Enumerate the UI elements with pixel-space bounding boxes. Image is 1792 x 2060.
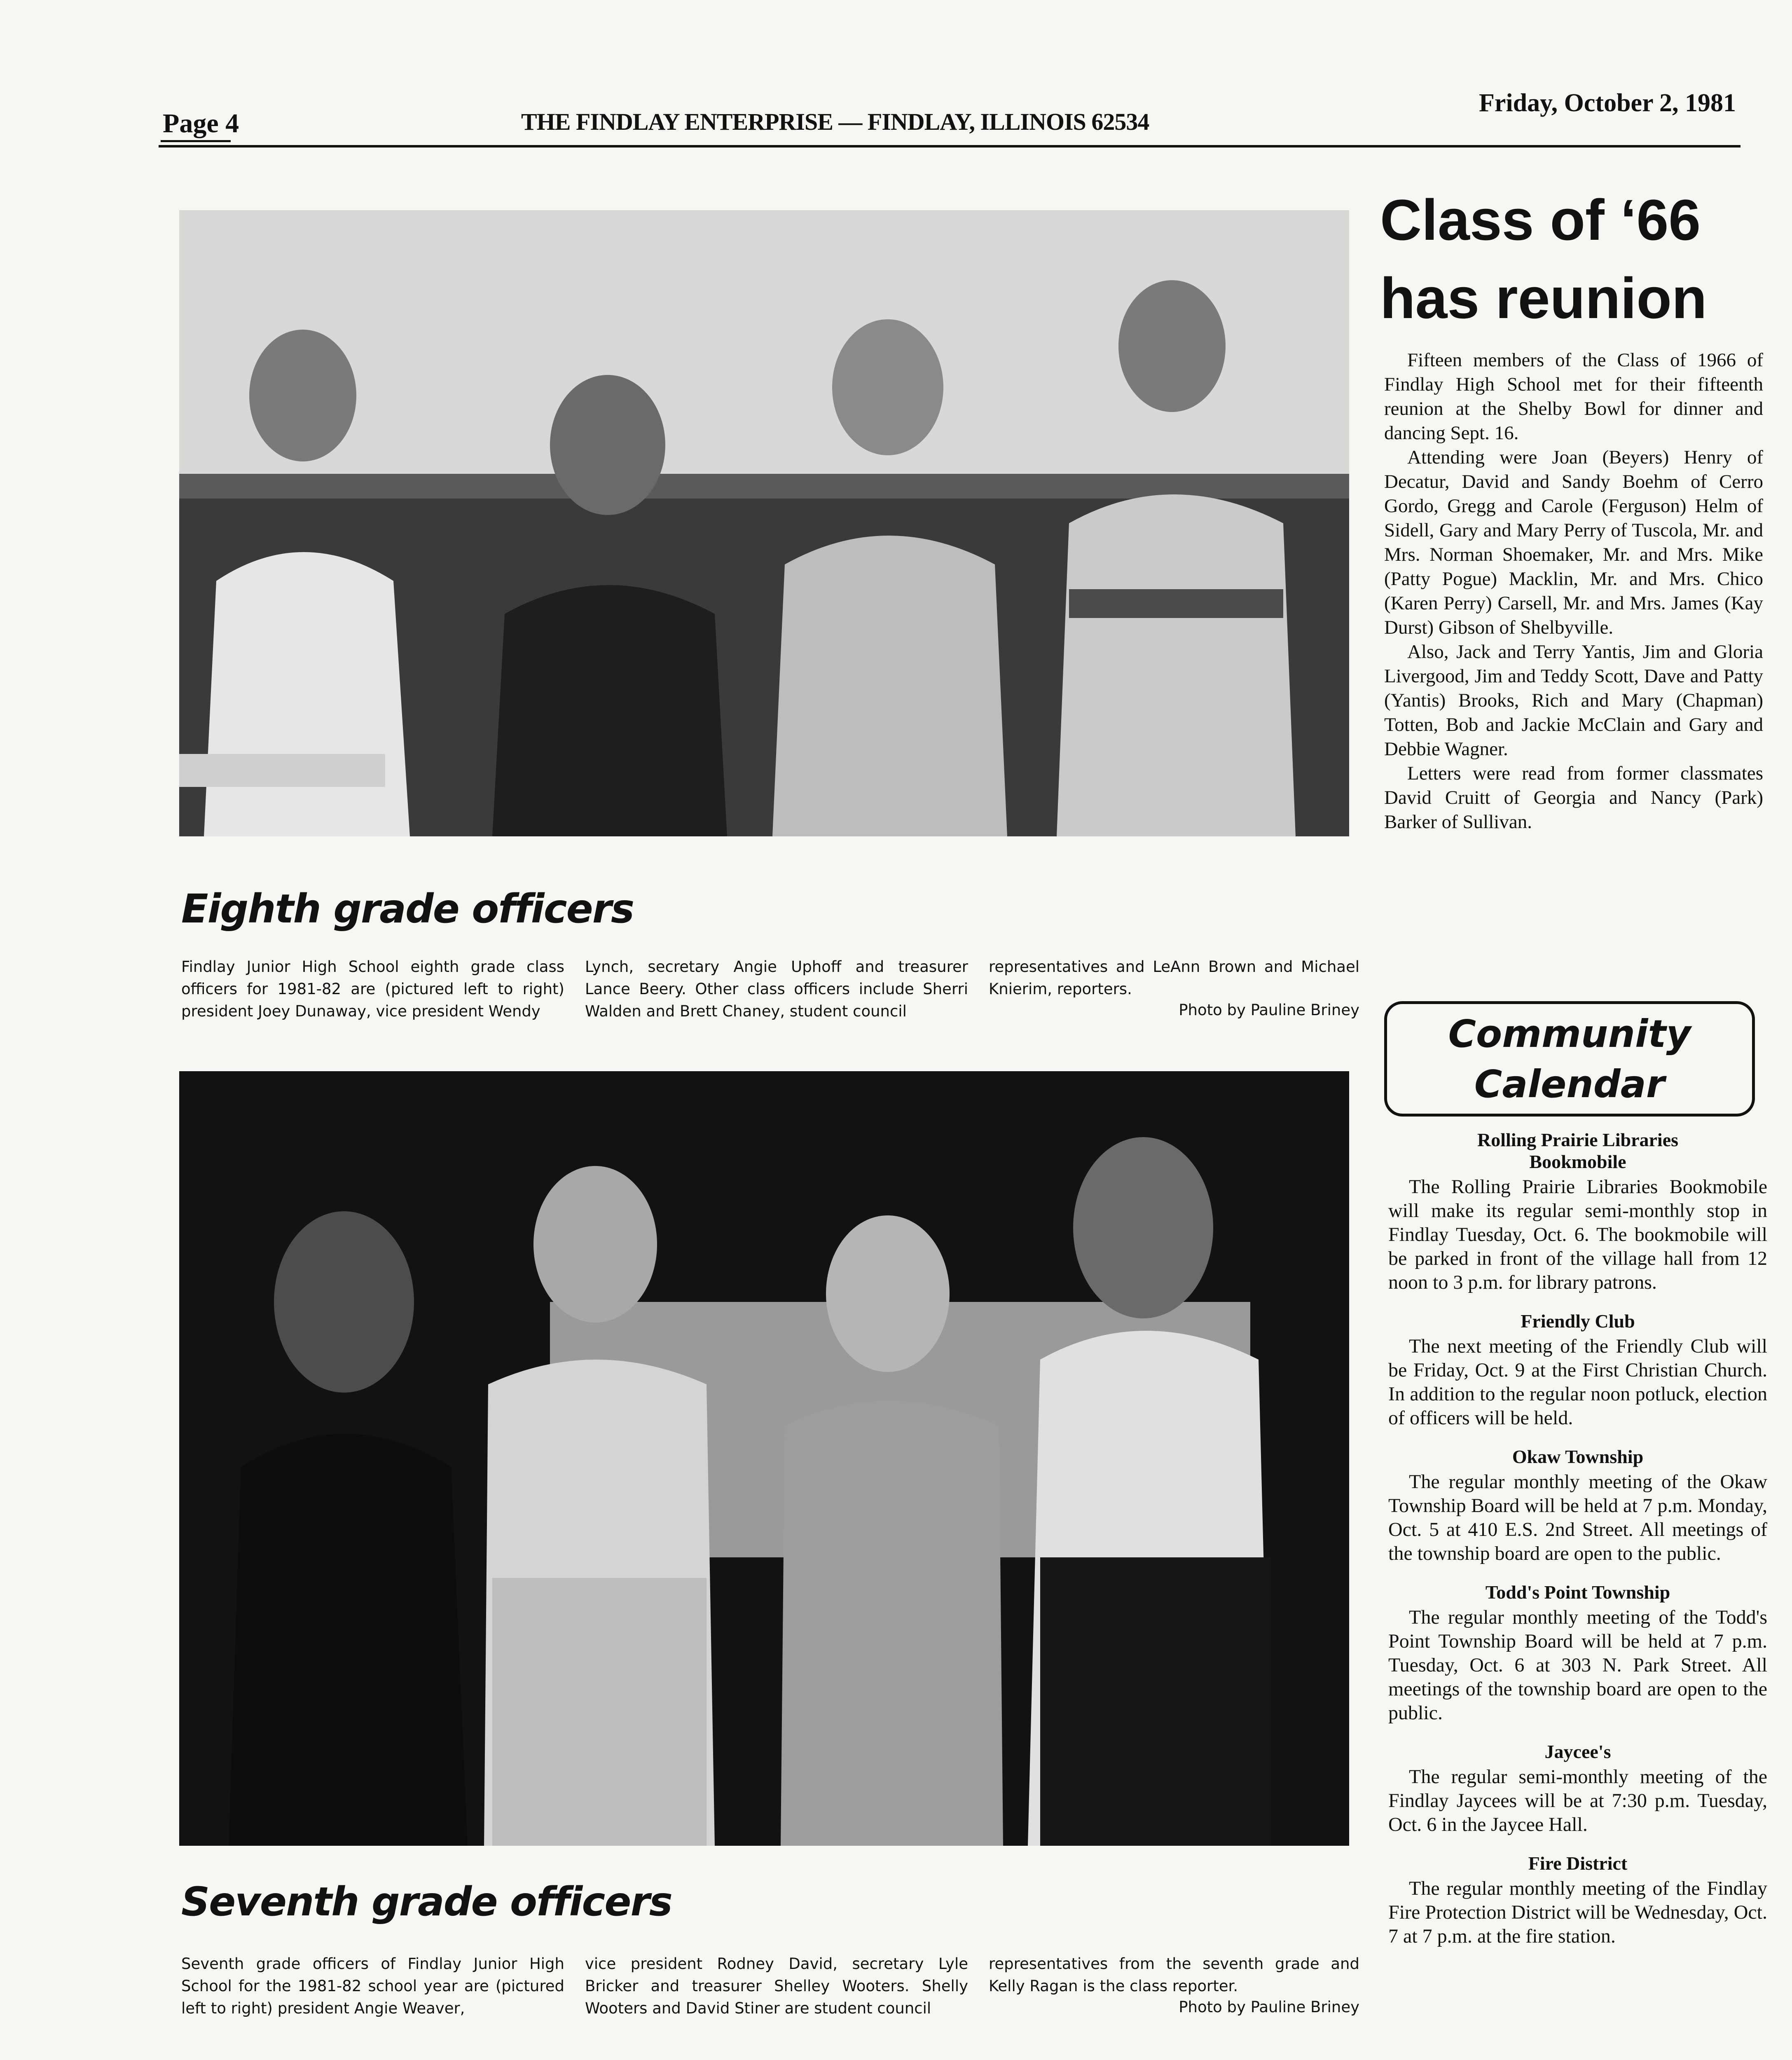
calendar-item-text: The regular monthly meeting of the Findlay Fire Protection District will be Wednesday, Oct. 7 at 7 p.m. at the fire station. [1388, 1877, 1767, 1947]
calendar-item-heading: Todd's Point Township [1485, 1582, 1670, 1603]
calendar-item-heading: Friendly Club [1521, 1311, 1635, 1332]
calendar-title-line1: Community [1448, 1012, 1691, 1056]
calendar-item-heading: Rolling Prairie Libraries Bookmobile [1477, 1129, 1679, 1172]
issue-date: Friday, October 2, 1981 [1479, 89, 1736, 117]
seventh-grade-photo [179, 1071, 1349, 1846]
page-number-underline [161, 140, 231, 142]
calendar-title-line2: Calendar [1474, 1062, 1665, 1106]
calendar-item-text: The regular semi-monthly meeting of the Findlay Jaycees will be at 7:30 p.m. Tuesday, Oct. 6 in the Jaycee Hall. [1388, 1766, 1767, 1835]
eighth-grade-caption-col3: representatives and LeAnn Brown and Michael Knierim, reporters. [989, 958, 1359, 998]
seventh-grade-caption-col3: representatives from the seventh grade and Kelly Ragan is the class reporter. [989, 1955, 1359, 1995]
eighth-grade-photo-credit: Photo by Pauline Briney [1179, 1001, 1359, 1019]
masthead-rule [159, 145, 1741, 147]
reunion-paragraph: Attending were Joan (Beyers) Henry of Decatur, David and Sandy Boehm of Cerro Gordo, Gregg and Carole (Ferguson) Helm of Sidell, Gary and Mary Perry of Tuscola, Mr. and Mrs. Norman Shoemaker, Mr. and Mrs. Mike (Patty Pogue) Macklin, Mr. and Mrs. Chico (Karen Perry) Carsell, Mr. and Mrs. James (Kay Durst) Gibson of Shelbyville. [1384, 447, 1763, 638]
page-number: Page 4 [163, 108, 239, 138]
community-calendar-title [1384, 1001, 1755, 1117]
calendar-item-heading: Jaycee's [1544, 1741, 1611, 1762]
eighth-grade-photo [179, 210, 1349, 836]
calendar-item-text: The regular monthly meeting of the Todd's Point Township Board will be held at 7 p.m. Tuesday, Oct. 6 at 303 N. Park Street. All meetings of the township board are open to the public. [1388, 1606, 1767, 1724]
reunion-paragraph: Letters were read from former classmates David Cruitt of Georgia and Nancy (Park) Barker of Sullivan. [1384, 763, 1763, 833]
calendar-item-text: The next meeting of the Friendly Club will be Friday, Oct. 9 at the First Christian Church. In addition to the regular noon potluck, election of officers will be held. [1388, 1335, 1767, 1429]
calendar-item-heading: Okaw Township [1512, 1446, 1644, 1467]
paper-name: THE FINDLAY ENTERPRISE — FINDLAY, ILLINOIS 62534 [521, 108, 1149, 135]
reunion-article [1384, 348, 1763, 834]
eighth-grade-headline: Eighth grade officers [181, 886, 634, 932]
calendar-item-text: The Rolling Prairie Libraries Bookmobile will make its regular semi-monthly stop in Findlay Tuesday, Oct. 6. The bookmobile will be parked in front of the village hall from 12 noon to 3 p.m. for library patrons. [1388, 1176, 1767, 1293]
eighth-grade-caption-col2: Lynch, secretary Angie Uphoff and treasurer Lance Beery. Other class officers include Sherri Walden and Brett Chaney, student council [585, 958, 968, 1020]
seventh-grade-caption-col2: vice president Rodney David, secretary Lyle Bricker and treasurer Shelley Wooters. Shelly Wooters and David Stiner are student council [585, 1955, 968, 2017]
seventh-grade-headline: Seventh grade officers [181, 1879, 672, 1925]
reunion-headline-line1: Class of ‘66 [1380, 187, 1701, 252]
calendar-items [1388, 1129, 1767, 1948]
reunion-headline-line2: has reunion [1380, 266, 1707, 330]
eighth-grade-caption-col1: Findlay Junior High School eighth grade class officers for 1981-82 are (pictured left to right) president Joey Dunaway, vice president Wendy [181, 958, 564, 1020]
seventh-grade-caption-col1: Seventh grade officers of Findlay Junior High School for the 1981-82 school year are (pictured left to right) president Angie Weaver, [181, 1955, 564, 2017]
reunion-paragraph: Also, Jack and Terry Yantis, Jim and Gloria Livergood, Jim and Teddy Scott, Dave and Patty (Yantis) Brooks, Rich and Mary (Chapman) Totten, Bob and Jackie McClain and Gary and Debbie Wagner. [1384, 641, 1763, 760]
seventh-grade-photo-credit: Photo by Pauline Briney [1179, 1998, 1359, 2016]
calendar-item-heading: Fire District [1528, 1853, 1628, 1874]
reunion-paragraph: Fifteen members of the Class of 1966 of Findlay High School met for their fifteenth reunion at the Shelby Bowl for dinner and dancing Sept. 16. [1384, 349, 1763, 444]
calendar-item-text: The regular monthly meeting of the Okaw Township Board will be held at 7 p.m. Monday, Oct. 5 at 410 E.S. 2nd Street. All meetings of the township board are open to the public. [1388, 1471, 1767, 1564]
